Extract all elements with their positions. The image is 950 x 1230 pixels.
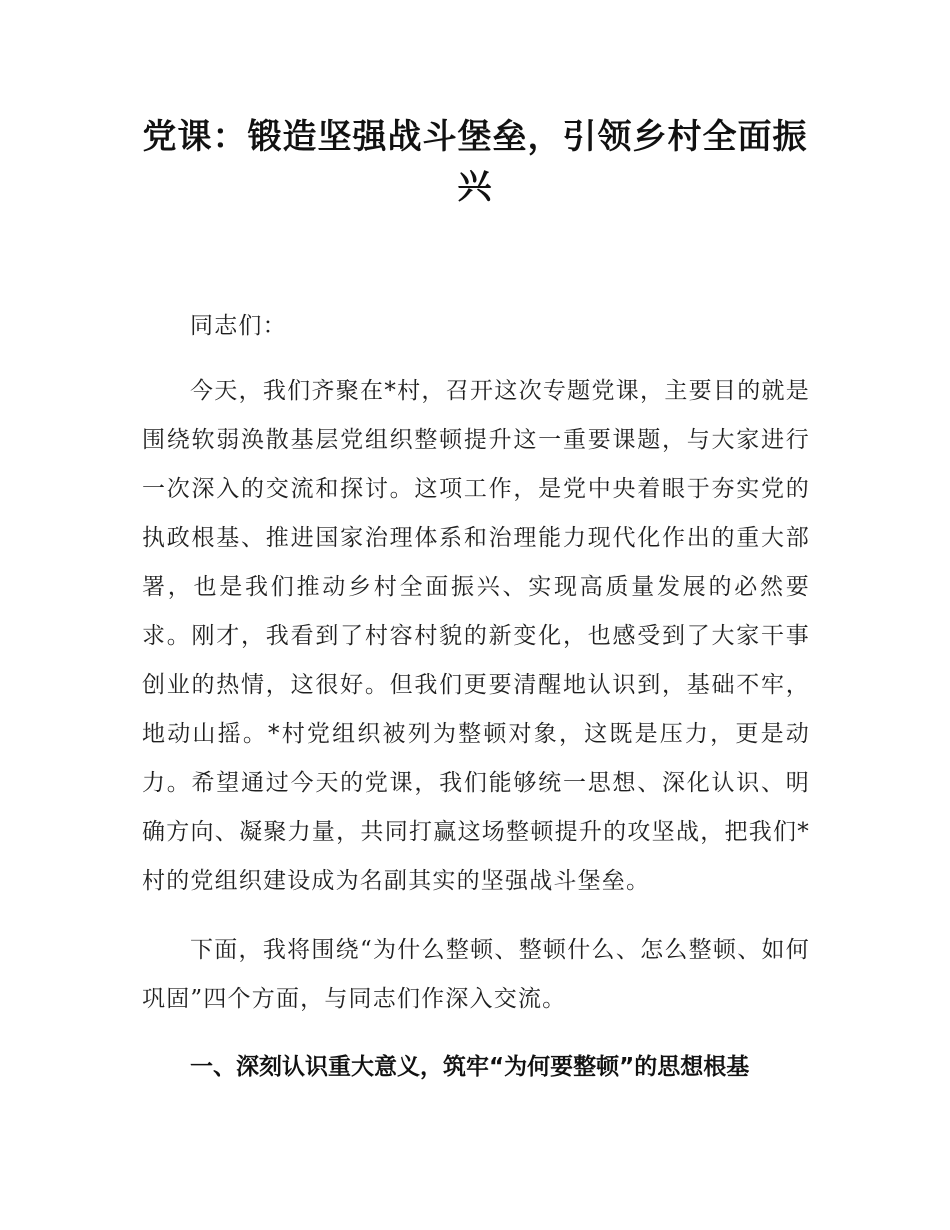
greeting: 同志们： <box>190 313 287 339</box>
paragraph-intro: 今天，我们齐聚在*村，召开这次专题党课，主要目的就是围绕软弱涣散基层党组织整顿提升这一重要课题，与大家进行一次深入的交流和探讨。这项工作，是党中央着眼于夯实党的执政根基、推进国家治理体系和治理能力现代化作出的重大部署，也是我们推动乡村全面振兴、实现高质量发展的必然要求。刚才，我看到了村容村貌的新变化，也感受到了大家干事创业的热情，这很好。但我们更要清醒地认识到，基础不牢，地动山摇。*村党组织被列为整顿对象，这既是压力，更是动力。希望通过今天的党课，我们能够统一思想、深化认识、明确方向、凝聚力量，共同打赢这场整顿提升的攻坚战，把我们*村的党组织建设成为名副其实的坚强战斗堡垒。 <box>142 378 810 894</box>
section-heading: 一、深刻认识重大意义，筑牢“为何要整顿”的思想根基 <box>190 1054 750 1080</box>
document-title: 党课：锻造坚强战斗堡垒，引领乡村全面振兴 <box>142 117 808 207</box>
paragraph-outline: 下面，我将围绕“为什么整顿、整顿什么、怎么整顿、如何巩固”四个方面，与同志们作深入交流。 <box>142 937 810 1012</box>
